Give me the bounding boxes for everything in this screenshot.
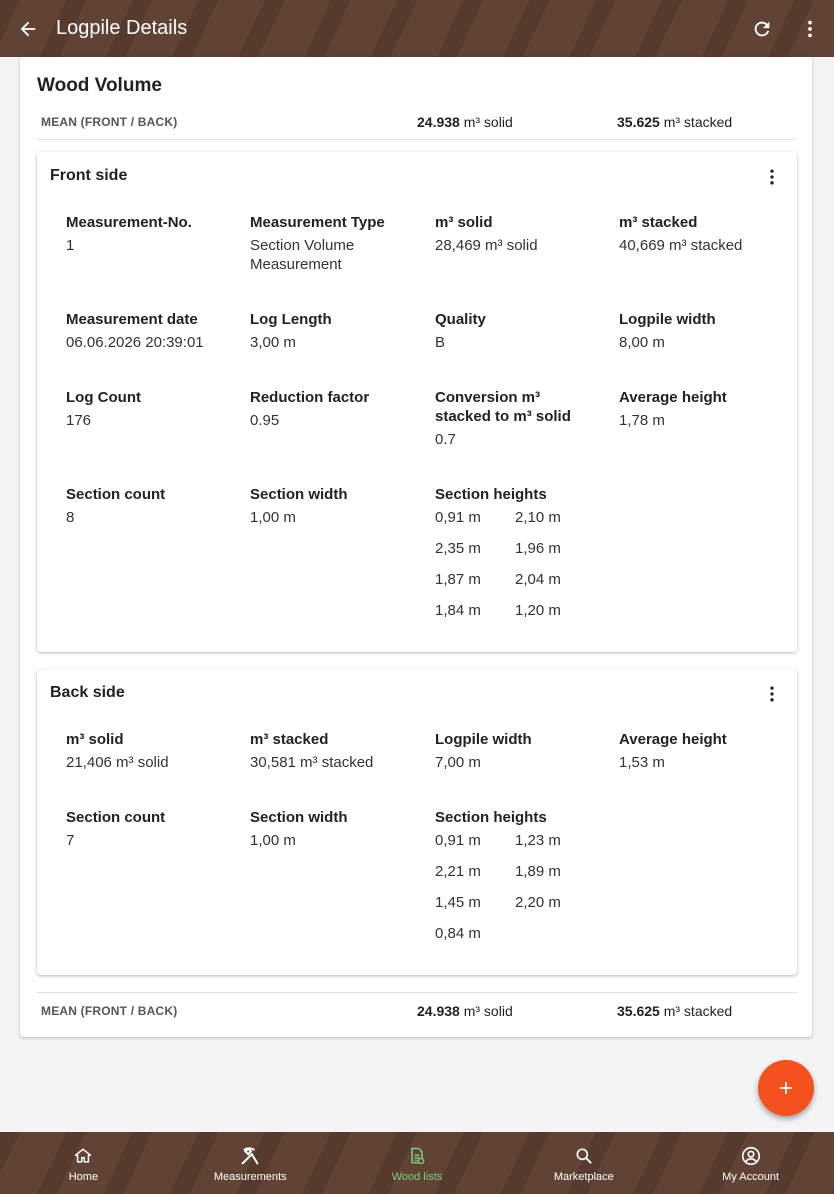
mean-row-top: [37, 104, 797, 140]
section-height: 2,20 m: [515, 894, 561, 911]
home-icon: [73, 1146, 93, 1166]
section-height: 2,21 m: [435, 863, 481, 880]
field-log-count: Log Count 176: [66, 389, 141, 429]
section-height: 0,91 m: [435, 832, 481, 849]
mean-solid: 24.938 m³ solid: [417, 113, 513, 130]
add-icon: [776, 1078, 796, 1098]
section-height: 2,10 m: [515, 509, 561, 526]
bottom-navigation: [0, 1132, 834, 1194]
nav-measurements-label: Measurements: [213, 1170, 287, 1183]
field-section-width: Section width 1,00 m: [250, 809, 348, 849]
back-side-title: Back side: [50, 684, 125, 701]
refresh-button[interactable]: [738, 0, 786, 57]
nav-measurements[interactable]: [167, 1132, 334, 1194]
section-height: 0,91 m: [435, 509, 481, 526]
field-section-count: Section count 8: [66, 486, 166, 526]
tools-icon: [239, 1145, 261, 1167]
field-measurement-date: Measurement date 06.06.2026 20:39:01: [66, 311, 204, 351]
nav-marketplace[interactable]: [500, 1132, 667, 1194]
section-height: 2,35 m: [435, 540, 481, 557]
section-height: 1,87 m: [435, 571, 481, 588]
nav-wood-lists[interactable]: [334, 1132, 501, 1194]
field-section-count: Section count 7: [66, 809, 166, 849]
search-icon: [574, 1146, 594, 1166]
field-section-heights-label: Section heights: [435, 486, 547, 503]
back-section-heights: [435, 831, 595, 943]
document-list-icon: [407, 1145, 427, 1167]
wood-volume-title: Wood Volume: [37, 75, 162, 96]
mean-row-bottom: [37, 992, 797, 1028]
field-conversion: Conversion m³ stacked to m³ solid 0.7: [435, 389, 571, 448]
field-m3-stacked: m³ stacked 40,669 m³ stacked: [619, 214, 743, 254]
wood-volume-card: [20, 57, 812, 1037]
back-side-card: [37, 669, 797, 975]
app-bar: [0, 0, 834, 57]
field-measurement-no: Measurement-No. 1: [66, 214, 192, 254]
section-height: 0,84 m: [435, 925, 481, 942]
mean-solid: 24.938 m³ solid: [417, 1002, 513, 1019]
section-height: 1,89 m: [515, 863, 561, 880]
field-m3-stacked: m³ stacked 30,581 m³ stacked: [250, 731, 374, 771]
section-height: 2,04 m: [515, 571, 561, 588]
nav-my-account[interactable]: [667, 1132, 834, 1194]
mean-label: MEAN (FRONT / BACK): [41, 1003, 178, 1018]
field-log-length: Log Length 3,00 m: [250, 311, 332, 351]
nav-marketplace-label: Marketplace: [553, 1170, 614, 1183]
field-average-height: Average height 1,78 m: [619, 389, 727, 429]
more-vert-icon: [762, 167, 782, 187]
account-circle-icon: [740, 1145, 762, 1167]
mean-stacked: 35.625 m³ stacked: [617, 1002, 733, 1019]
front-section-heights: [435, 508, 595, 620]
field-quality: Quality B: [435, 311, 486, 351]
refresh-icon: [751, 18, 773, 40]
more-vert-icon: [762, 684, 782, 704]
mean-stacked: 35.625 m³ stacked: [617, 113, 733, 130]
front-side-menu-button[interactable]: [761, 166, 783, 188]
field-section-heights-label: Section heights: [435, 809, 547, 826]
nav-wood-lists-label: Wood lists: [391, 1170, 443, 1183]
field-m3-solid: m³ solid 28,469 m³ solid: [435, 214, 538, 254]
field-reduction-factor: Reduction factor 0.95: [250, 389, 370, 429]
section-height: 1,84 m: [435, 602, 481, 619]
field-measurement-type: Measurement Type Section Volume Measurement: [250, 214, 385, 273]
section-height: 1,23 m: [515, 832, 561, 849]
more-menu-button[interactable]: [786, 0, 834, 57]
back-side-menu-button[interactable]: [761, 683, 783, 705]
mean-label: MEAN (FRONT / BACK): [41, 114, 178, 129]
nav-home[interactable]: [0, 1132, 167, 1194]
field-average-height: Average height 1,53 m: [619, 731, 727, 771]
field-m3-solid: m³ solid 21,406 m³ solid: [66, 731, 169, 771]
section-height: 1,20 m: [515, 602, 561, 619]
field-logpile-width: Logpile width 8,00 m: [619, 311, 716, 351]
nav-home-label: Home: [68, 1170, 99, 1183]
more-vert-icon: [799, 18, 821, 40]
field-logpile-width: Logpile width 7,00 m: [435, 731, 532, 771]
nav-my-account-label: My Account: [722, 1170, 780, 1183]
back-button[interactable]: [0, 0, 56, 57]
front-side-title: Front side: [50, 167, 128, 184]
page-title: Logpile Details: [56, 17, 188, 39]
section-height: 1,96 m: [515, 540, 561, 557]
section-height: 1,45 m: [435, 894, 481, 911]
add-fab-button[interactable]: [758, 1060, 814, 1116]
arrow-back-icon: [17, 18, 39, 40]
field-section-width: Section width 1,00 m: [250, 486, 348, 526]
front-side-card: [37, 152, 797, 652]
